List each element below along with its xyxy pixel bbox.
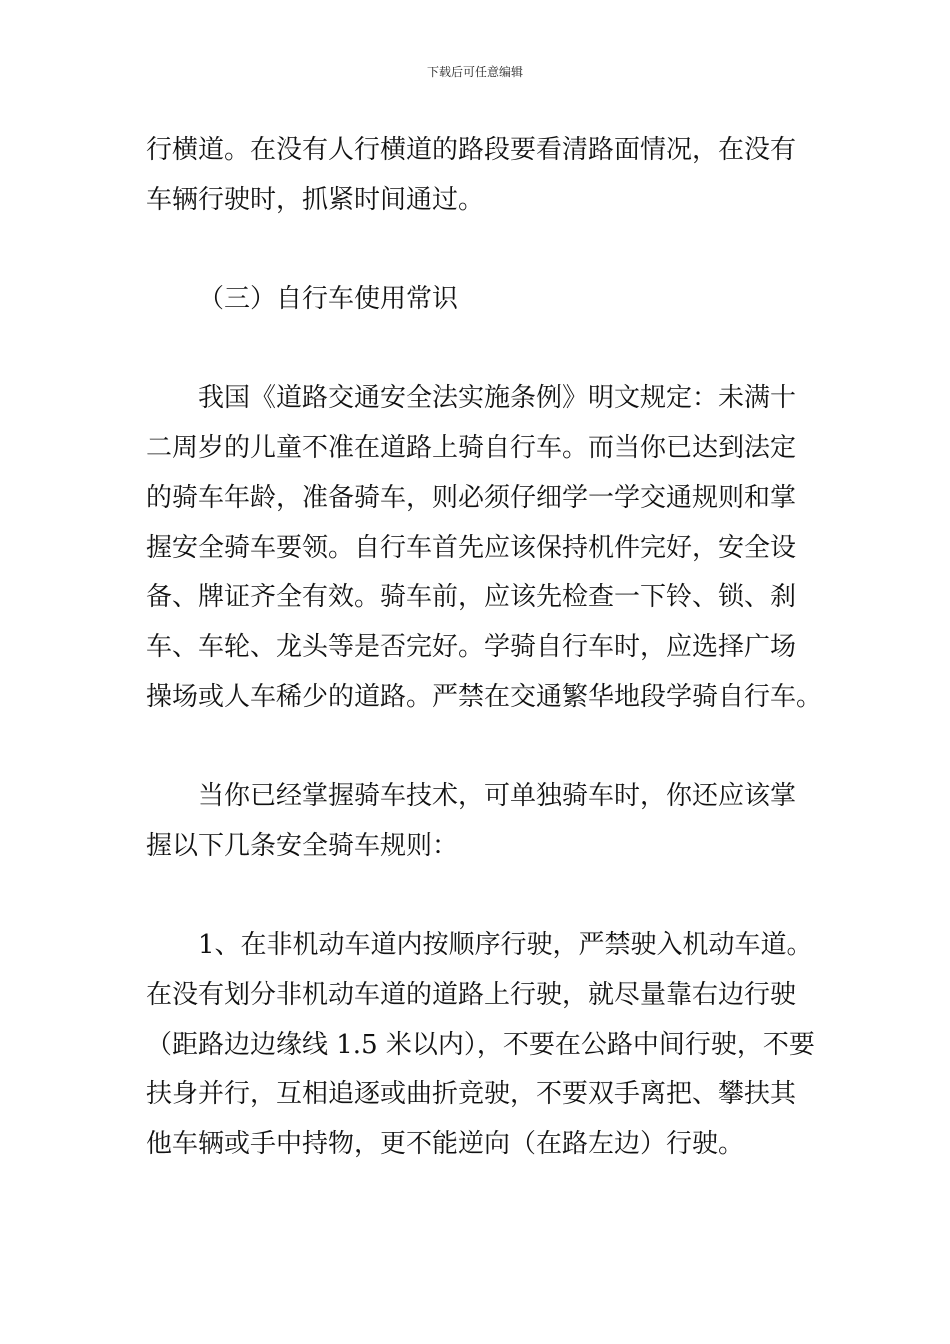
para3-line-1: 当你已经掌握骑车技术，可单独骑车时，你还应该掌 — [198, 781, 797, 811]
para2-line-7: 操场或人车稀少的道路。严禁在交通繁华地段学骑自行车。 — [146, 682, 823, 712]
para1-line-1: 行横道。在没有人行横道的路段要看清路面情况，在没有 — [146, 135, 797, 165]
para4-line-5: 他车辆或手中持物，更不能逆向（在路左边）行驶。 — [146, 1129, 745, 1159]
section-heading-3: （三）自行车使用常识 — [198, 284, 459, 314]
para2-line-5: 备、牌证齐全有效。骑车前，应该先检查一下铃、锁、刹 — [146, 582, 797, 612]
para4-line-3: （距路边边缘线 1.5 米以内），不要在公路中间行驶，不要 — [146, 1030, 815, 1060]
para2-line-2: 二周岁的儿童不准在道路上骑自行车。而当你已达到法定 — [146, 433, 797, 463]
page-header-note: 下载后可任意编辑 — [426, 65, 523, 79]
para1-line-2: 车辆行驶时，抓紧时间通过。 — [146, 185, 485, 215]
para4-line-4: 扶身并行，互相追逐或曲折竞驶，不要双手离把、攀扶其 — [146, 1079, 797, 1109]
para2-line-3: 的骑车年龄，准备骑车，则必须仔细学一学交通规则和掌 — [146, 483, 797, 513]
para2-line-4: 握安全骑车要领。自行车首先应该保持机件完好，安全设 — [146, 533, 797, 563]
para2-line-1: 我国《道路交通安全法实施条例》明文规定：未满十 — [198, 383, 797, 413]
para3-line-2: 握以下几条安全骑车规则： — [146, 831, 459, 861]
para4-line-2: 在没有划分非机动车道的道路上行驶，就尽量靠右边行驶 — [146, 980, 797, 1010]
para2-line-6: 车、车轮、龙头等是否完好。学骑自行车时，应选择广场 — [146, 632, 797, 662]
para4-line-1: 1、在非机动车道内按顺序行驶，严禁驶入机动车道。 — [198, 930, 813, 960]
